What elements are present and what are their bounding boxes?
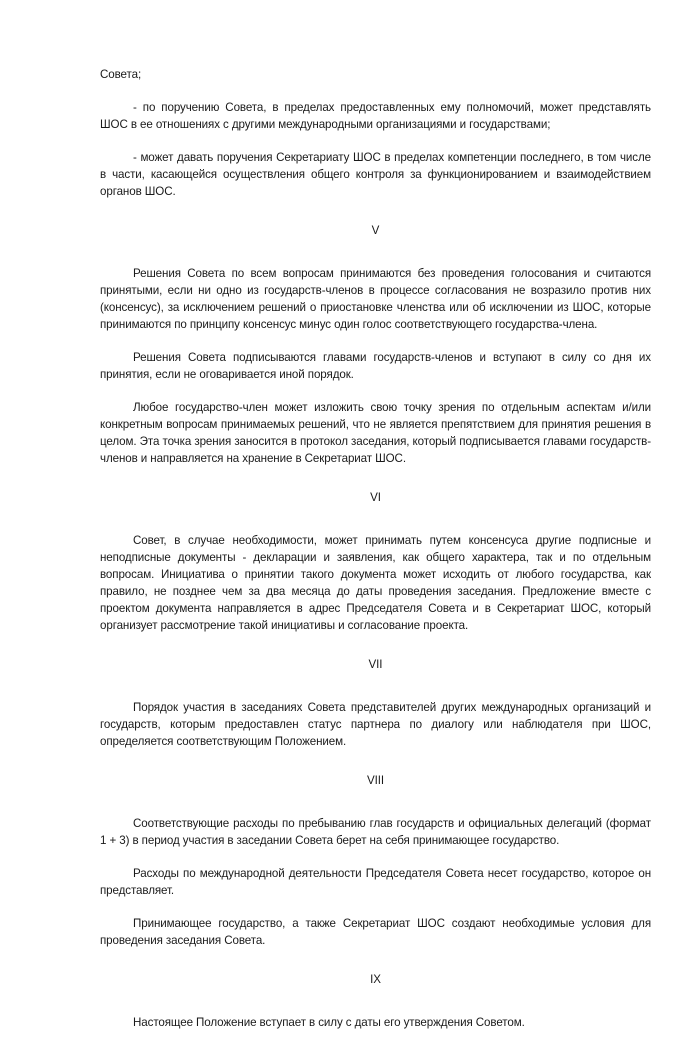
paragraph-entry-into-force: Настоящее Положение вступает в силу с даты его утверждения Советом. [133,1016,525,1029]
document-page [100,66,651,1047]
section-heading-viii: VIII [367,774,384,787]
section-heading-vii: VII [368,658,383,671]
section-heading-ix: IX [370,973,381,986]
paragraph-point-of-view: Любое государство-член может изложить свою точку зрения по отдельным аспектам и/или конкретным вопросам принимаемых решений, что не является препятствием для принятия решения в целом. Эта точка зрения заносится в протокол заседания, который подписывается главами государств-членов и направляется на хранение в Секретариат ШОС. [100,401,651,465]
paragraph-other-documents: Совет, в случае необходимости, может принимать путем консенсуса другие подписные и неподписные документы - декларации и заявления, как общего характера, так и по отдельным вопросам. Инициатива о принятии такого документа может исходить от любого государства, как правило, не позднее чем за два месяца до даты проведения заседания. Предложение вместе с проектом документа направляется в адрес Председателя Совета и в Секретариат ШОС, который организует рассмотрение такой инициативы и согласование проекта. [100,534,651,632]
paragraph-expenses-chairman: Расходы по международной деятельности Председателя Совета несет государство, которое он представляет. [100,867,651,897]
section-heading-v: V [371,224,380,237]
paragraph-consensus-decisions: Решения Совета по всем вопросам принимаются без проведения голосования и считаются принятыми, если ни одно из государств-членов в процессе согласования не возразило против них (консенсус), за исключением решений о приостановке членства или об исключении из ШОС, которые принимаются по принципу консенсус минус один голос соответствующего государства-члена. [100,267,651,331]
paragraph-participation-order: Порядок участия в заседаниях Совета представителей других международных организаций и государств, которым предоставлен статус партнера по диалогу или наблюдателя при ШОС, определяется соответствующим Положением. [100,701,651,748]
paragraph-decisions-signed: Решения Совета подписываются главами государств-членов и вступают в силу со дня их принятия, если не оговаривается иной порядок. [100,351,651,381]
paragraph-secretariat-instructions: - может давать поручения Секретариату ШОС в пределах компетенции последнего, в том числе в части, касающейся осуществления общего контроля за функционированием и взаимодействием органов ШОС. [100,151,651,198]
paragraph-host-conditions: Принимающее государство, а также Секретариат ШОС создают необходимые условия для проведения заседания Совета. [100,917,651,947]
paragraph-continuation: Совета; [100,68,142,81]
paragraph-represent-sco: - по поручению Совета, в пределах предоставленных ему полномочий, может представлять ШОС в ее отношениях с другими международными организациями и государствами; [100,101,651,131]
section-heading-vi: VI [370,491,381,504]
paragraph-expenses-host: Соответствующие расходы по пребыванию глав государств и официальных делегаций (формат 1 + 3) в период участия в заседании Совета берет на себя принимающее государство. [100,817,651,847]
